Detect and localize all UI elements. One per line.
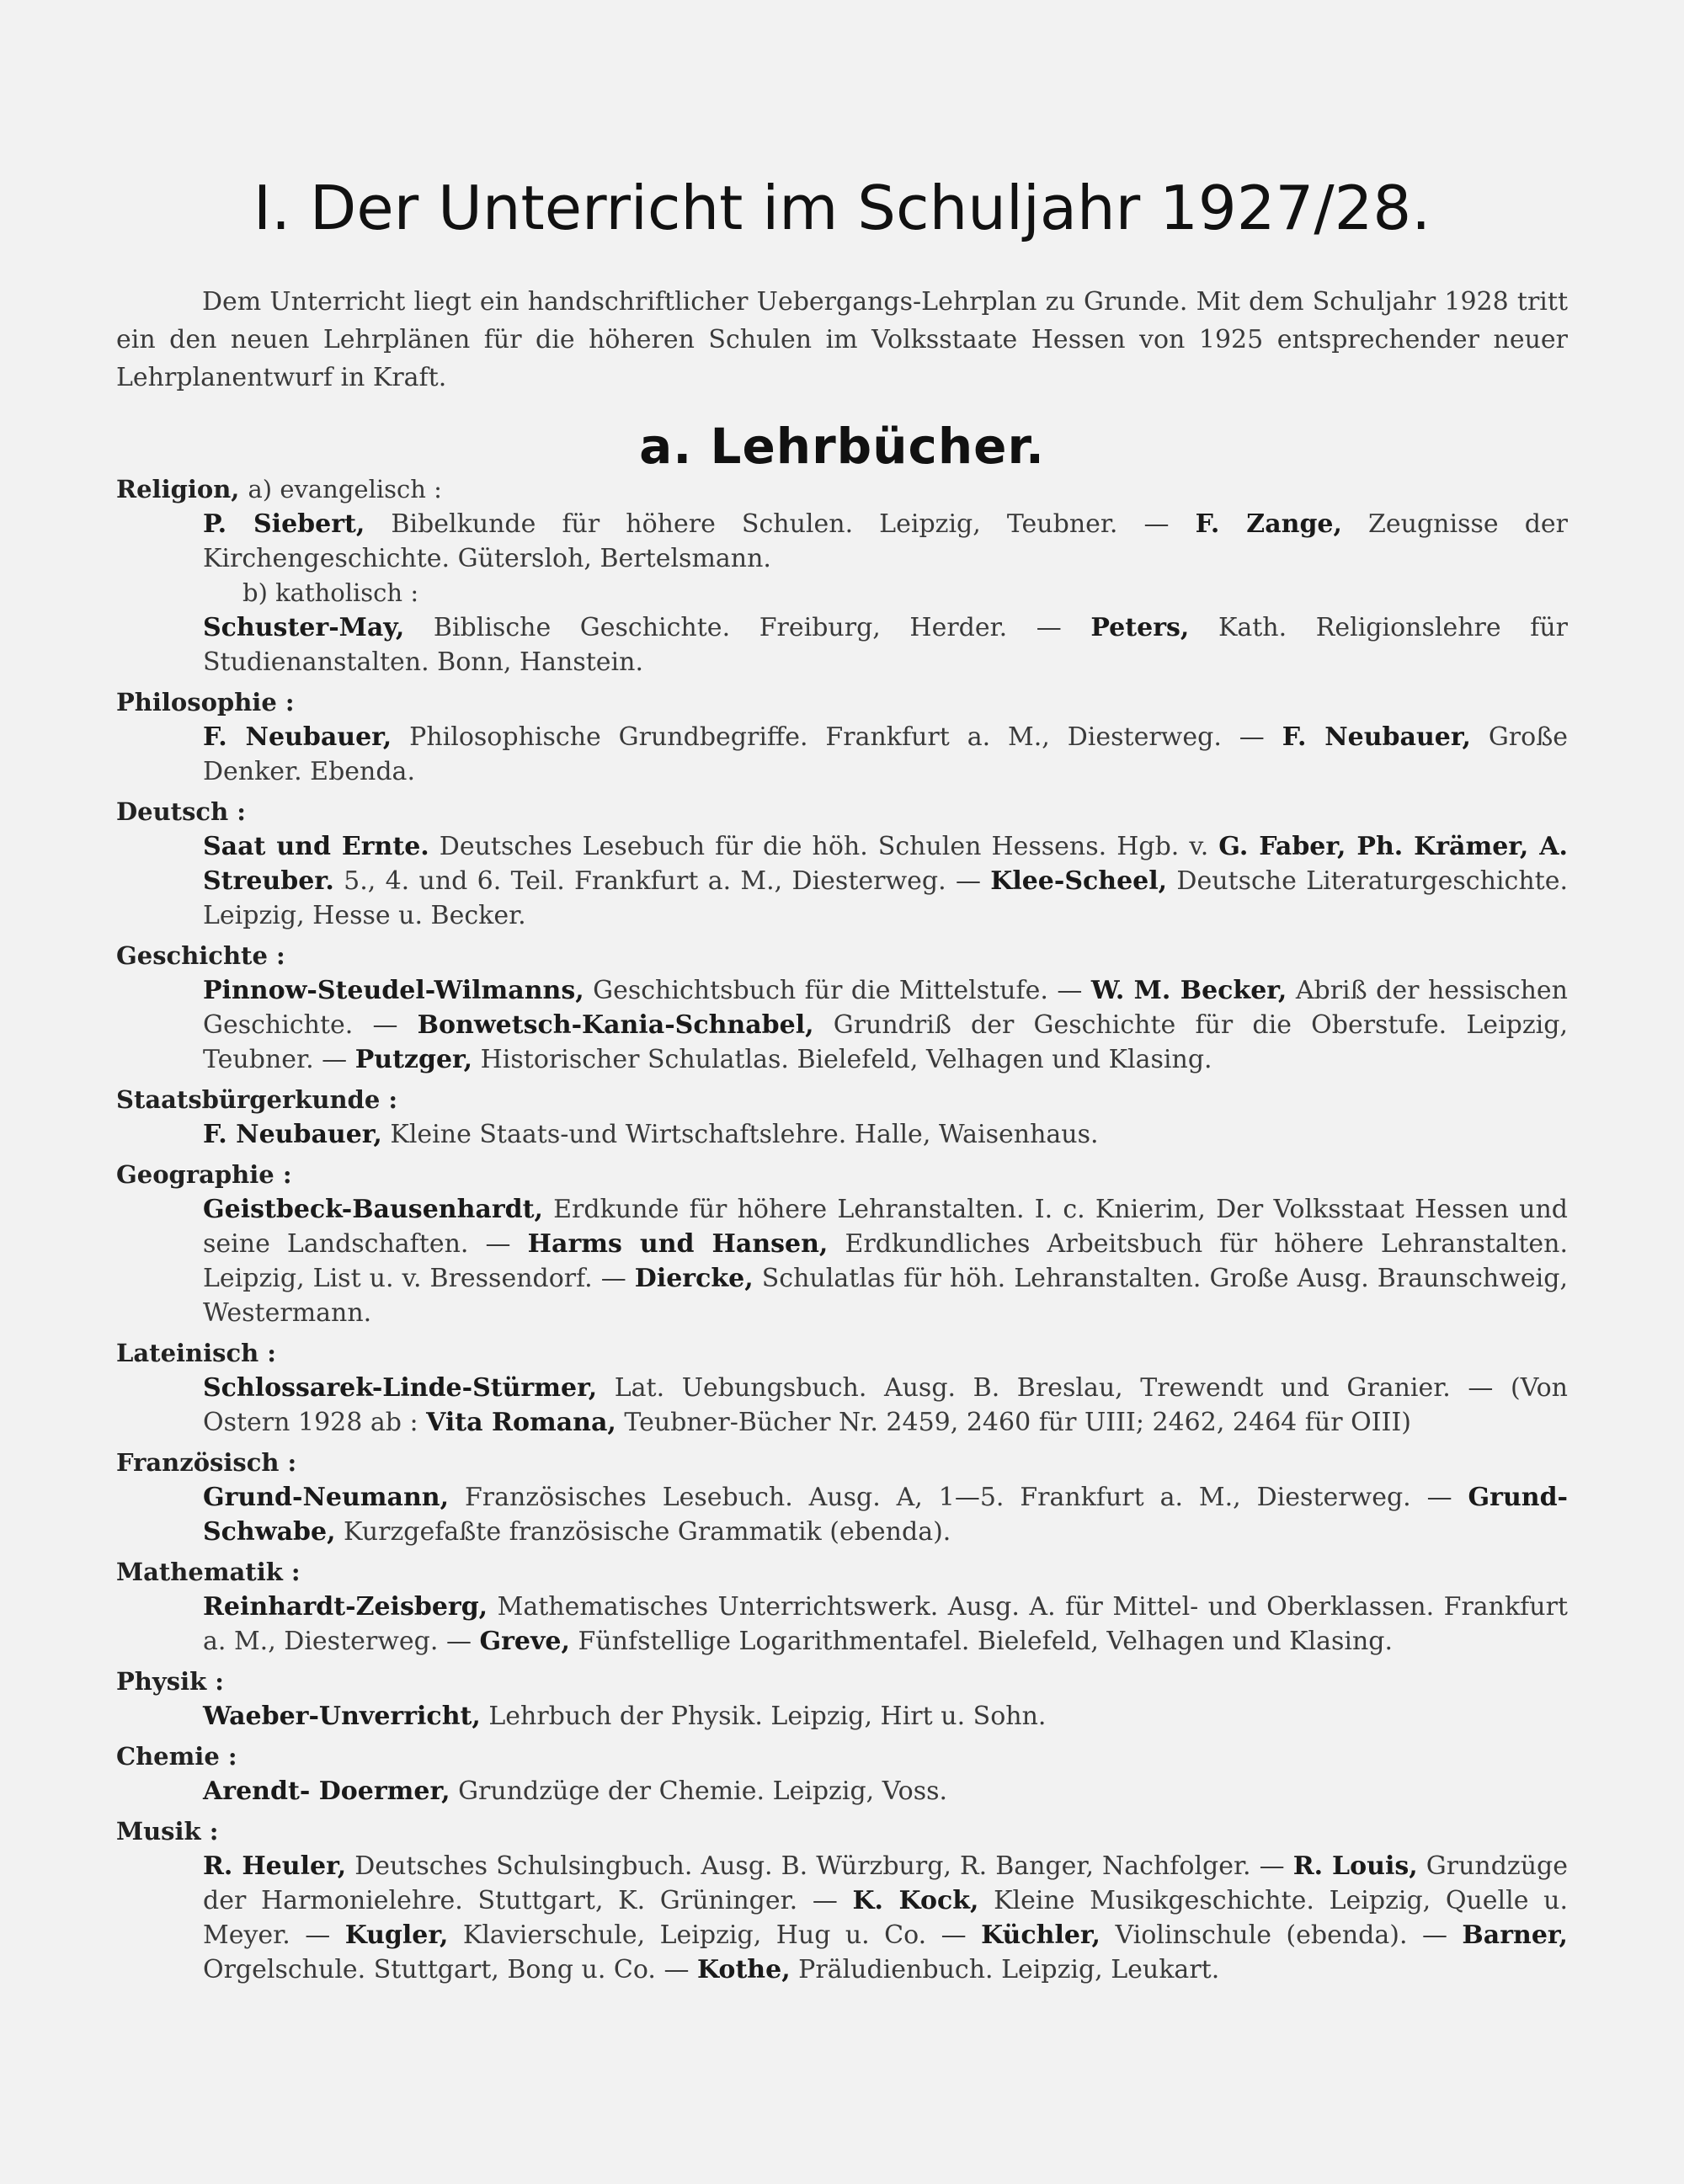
entry-text: Arendt- Doermer, Grundzüge der Chemie. Leipzig, Voss. <box>203 1776 948 1806</box>
intro-text: Dem Unterricht liegt ein handschriftlicher Uebergangs-Lehrplan zu Grunde. Mit dem Schuljahr 1928 tritt ein den neuen Lehrplänen für die höheren Schulen im Volksstaate Hessen von 1925 entsprechender neuer Lehrplanentwurf in Kraft. <box>116 287 1568 392</box>
author: Saat und Ernte. <box>203 832 429 861</box>
author: Vita Romana, <box>426 1408 616 1437</box>
subject-label: Musik : <box>116 1817 219 1846</box>
subject-philosophie <box>116 684 1568 789</box>
author: Bonwetsch-Kania-Schnabel, <box>417 1010 814 1040</box>
author: Putzger, <box>354 1045 473 1074</box>
author: W. M. Becker, <box>1090 976 1287 1005</box>
subject-label: Religion, a) evangelisch : <box>116 475 442 503</box>
subject-staatsbuergerkunde <box>116 1082 1568 1152</box>
subject-lateinisch <box>116 1335 1568 1440</box>
entry-text: F. Neubauer, Philosophische Grundbegriffe. Frankfurt a. M., Diesterweg. — F. Neubauer, Große Denker. Ebenda. <box>203 722 1569 786</box>
entry-text: Geistbeck-Bausenhardt, Erdkunde für höhere Lehranstalten. I. c. Knierim, Der Volksstaat Hessen und seine Landschaften. — Harms und Hansen, Erdkundliches Arbeitsbuch für höhere Lehranstalten. Leipzig, List u. v. Bressendorf. — Diercke, Schulatlas für höh. Lehranstalten. Große Ausg. Braunschweig, Westermann. <box>203 1195 1569 1328</box>
author: R. Heuler, <box>203 1851 347 1881</box>
entry-text: Reinhardt-Zeisberg, Mathematisches Unterrichtswerk. Ausg. A. für Mittel- und Oberklassen. Frankfurt a. M., Diesterweg. — Greve, Fünfstellige Logarithmentafel. Bielefeld, Velhagen und Klasing. <box>203 1592 1568 1656</box>
author: Grund-Schwabe, <box>203 1483 1568 1547</box>
author: Arendt- Doermer, <box>203 1776 450 1806</box>
subject-sublabel: a) evangelisch : <box>248 475 442 503</box>
subject-label: Physik : <box>116 1667 224 1696</box>
author: R. Louis, <box>1292 1851 1418 1881</box>
author: Geistbeck-Bausenhardt, <box>203 1195 543 1224</box>
subject-label: Philosophie : <box>116 688 295 716</box>
entry-text: Schlossarek-Linde-Stürmer, Lat. Uebungsbuch. Ausg. B. Breslau, Trewendt und Granier. — (Von Ostern 1928 ab : Vita Romana, Teubner-Bücher Nr. 2459, 2460 für UIII; 2462, 2464 für OIII) <box>203 1373 1568 1437</box>
textbook-list <box>116 471 1568 1992</box>
subject-musik <box>116 1814 1568 1987</box>
author: F. Neubauer, <box>203 1120 382 1149</box>
entry-text: F. Neubauer, Kleine Staats-und Wirtschaftslehre. Halle, Waisenhaus. <box>203 1120 1099 1149</box>
author: Grund-Neumann, <box>203 1483 450 1512</box>
subject-deutsch <box>116 794 1568 933</box>
author: Schuster-May, <box>203 613 405 642</box>
author: P. Siebert, <box>203 509 365 539</box>
subject-label: Lateinisch : <box>116 1339 277 1367</box>
author: Küchler, <box>981 1920 1100 1950</box>
author: Kothe, <box>697 1955 791 1984</box>
subject-label: Mathematik : <box>116 1558 301 1586</box>
entry-text: Saat und Ernte. Deutsches Lesebuch für die höh. Schulen Hessens. Hgb. v. G. Faber, Ph. Krämer, A. Streuber. 5., 4. und 6. Teil. Frankfurt a. M., Diesterweg. — Klee-Scheel, Deutsche Literaturgeschichte. Leipzig, Hesse u. Becker. <box>203 832 1569 930</box>
author: Waeber-Unverricht, <box>203 1702 481 1731</box>
intro-paragraph <box>116 283 1568 397</box>
author: Pinnow-Steudel-Wilmanns, <box>203 976 584 1005</box>
subject-geographie <box>116 1157 1568 1330</box>
author: F. Neubauer, <box>203 722 392 752</box>
entry-text: Schuster-May, Biblische Geschichte. Freiburg, Herder. — Peters, Kath. Religionslehre für Studienanstalten. Bonn, Hanstein. <box>203 613 1568 677</box>
entry-text: Waeber-Unverricht, Lehrbuch der Physik. Leipzig, Hirt u. Sohn. <box>203 1702 1047 1731</box>
page-title: I. Der Unterricht im Schuljahr 1927/28. <box>253 173 1431 243</box>
subject-label: Geschichte : <box>116 941 285 970</box>
subject-label: Deutsch : <box>116 797 246 826</box>
subject-sublabel: b) katholisch : <box>242 578 419 607</box>
entry-text: P. Siebert, Bibelkunde für höhere Schulen. Leipzig, Teubner. — F. Zange, Zeugnisse der Kirchengeschichte. Gütersloh, Bertelsmann. <box>203 509 1568 573</box>
subject-religion <box>116 471 1568 679</box>
subject-mathematik <box>116 1554 1568 1659</box>
author: Diercke, <box>634 1264 754 1293</box>
author: Peters, <box>1090 613 1190 642</box>
subject-label: Staatsbürgerkunde : <box>116 1085 398 1114</box>
entry-text: R. Heuler, Deutsches Schulsingbuch. Ausg. B. Würzburg, R. Banger, Nachfolger. — R. Louis, Grundzüge der Harmonielehre. Stuttgart, K. Grüninger. — K. Kock, Kleine Musikgeschichte. Leipzig, Quelle u. Meyer. — Kugler, Klavierschule, Leipzig, Hug u. Co. — Küchler, Violinschule (ebenda). — Barner, Orgelschule. Stuttgart, Bong u. Co. — Kothe, Präludienbuch. Leipzig, Leukart. <box>203 1851 1569 1984</box>
author: Barner, <box>1462 1920 1568 1950</box>
author: K. Kock, <box>852 1886 979 1915</box>
author: Harms und Hansen, <box>527 1229 829 1259</box>
author: Schlossarek-Linde-Stürmer, <box>203 1373 598 1403</box>
subject-chemie <box>116 1739 1568 1808</box>
subject-label: Chemie : <box>116 1742 237 1771</box>
subject-label: Geographie : <box>116 1160 292 1189</box>
subject-label: Französisch : <box>116 1448 297 1477</box>
author: F. Neubauer, <box>1282 722 1471 752</box>
entry-text: Pinnow-Steudel-Wilmanns, Geschichtsbuch für die Mittelstufe. — W. M. Becker, Abriß der hessischen Geschichte. — Bonwetsch-Kania-Schnabel, Grundriß der Geschichte für die Oberstufe. Leipzig, Teubner. — Putzger, Historischer Schulatlas. Bielefeld, Velhagen und Klasing. <box>203 976 1569 1074</box>
author: Kugler, <box>344 1920 449 1950</box>
author: G. Faber, Ph. Krämer, A. Streuber. <box>203 832 1569 896</box>
subject-franzoesisch <box>116 1445 1568 1549</box>
section-title: a. Lehrbücher. <box>639 418 1045 475</box>
author: Klee-Scheel, <box>990 866 1168 896</box>
author: F. Zange, <box>1195 509 1342 539</box>
entry-text: Grund-Neumann, Französisches Lesebuch. Ausg. A, 1—5. Frankfurt a. M., Diesterweg. — Grund-Schwabe, Kurzgefaßte französische Grammatik (ebenda). <box>203 1483 1568 1547</box>
subject-geschichte <box>116 938 1568 1077</box>
author: Greve, <box>479 1627 570 1656</box>
author: Reinhardt-Zeisberg, <box>203 1592 488 1622</box>
subject-physik <box>116 1664 1568 1734</box>
